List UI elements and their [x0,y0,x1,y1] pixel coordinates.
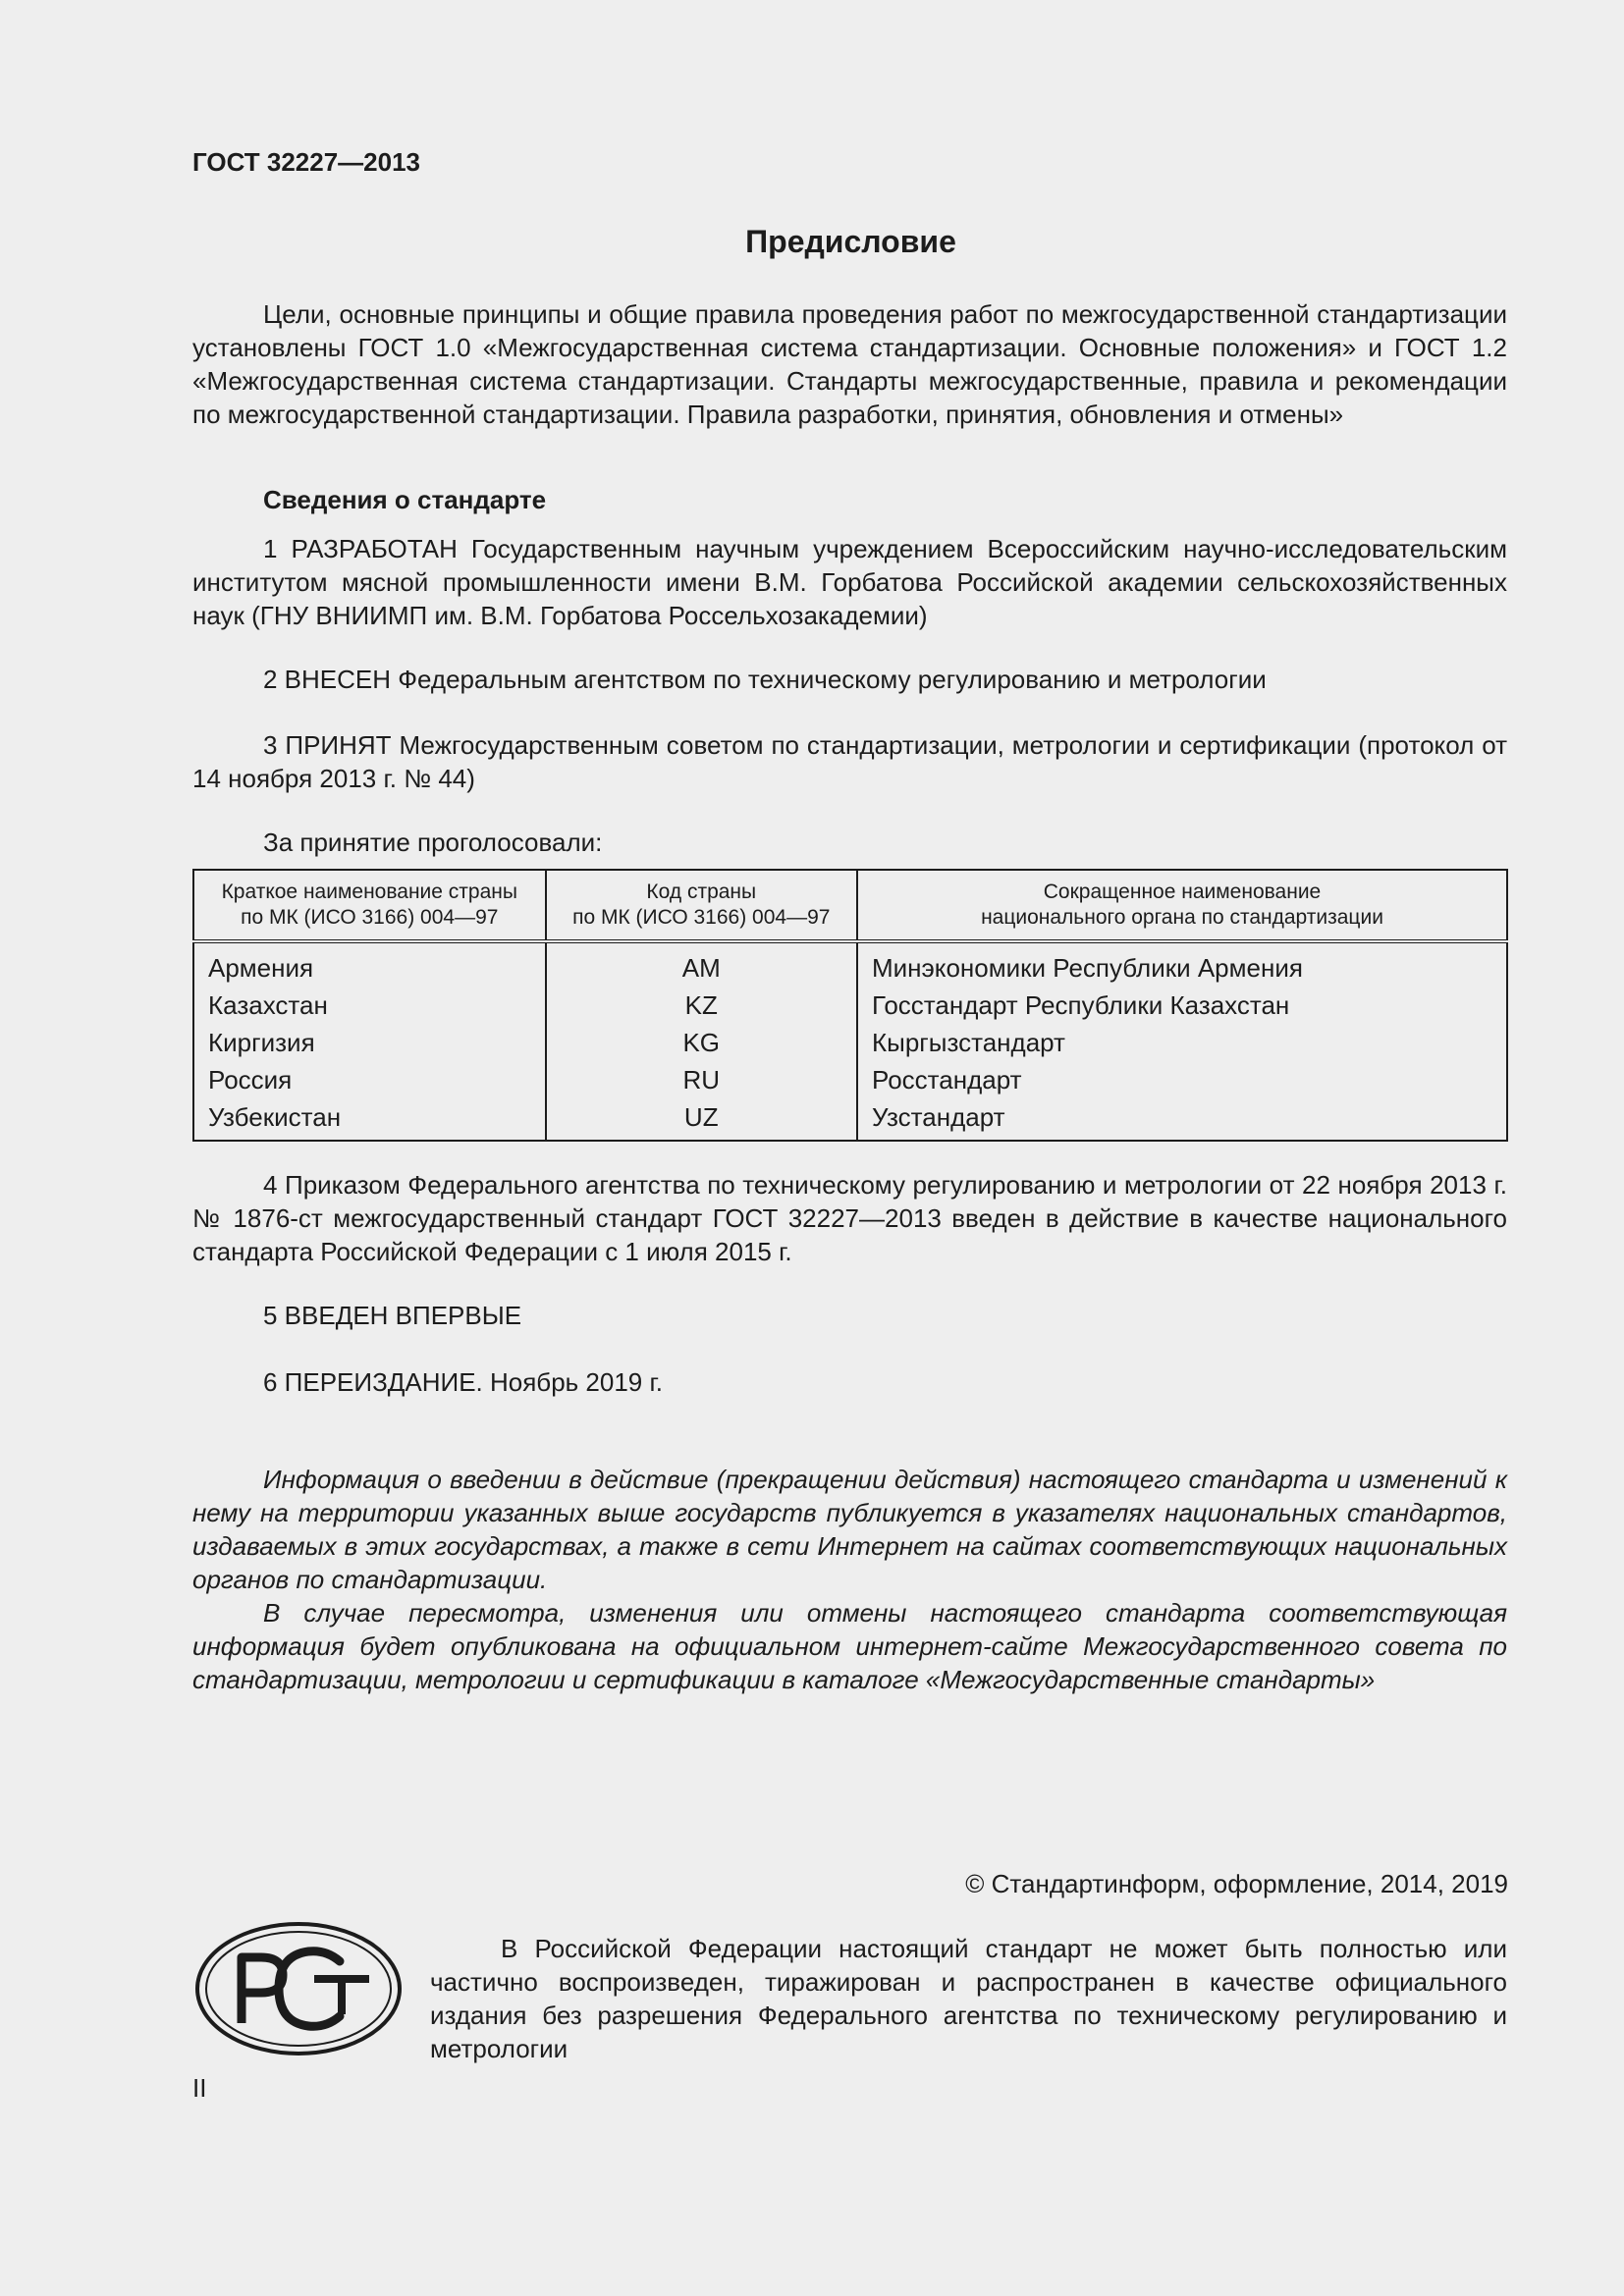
reproduction-notice: В Российской Федерации настоящий стандарт не может быть полностью или частично воспроизведен, тиражирован и распространен в качестве официального издания без разрешения Федерального агентства по техническому регулированию и метрологии [430,1934,1507,2063]
cell-body: Росстандарт [857,1061,1507,1098]
table-header-row [193,870,1507,941]
page-title: Предисловие [745,224,956,259]
header-line: Краткое наименование страны [221,881,517,903]
column-header-code [546,870,857,941]
header-line: по МК (ИСО 3166) 004—97 [572,906,831,929]
cell-body: Госстандарт Республики Казахстан [857,987,1507,1024]
cell-code: UZ [546,1098,857,1141]
item-adopted: 3 ПРИНЯТ Межгосударственным советом по стандартизации, метрологии и сертификации (протокол от 14 ноября 2013 г. № 44) [192,730,1507,793]
header-line: Сокращенное наименование [1043,881,1322,903]
cell-body: Кыргызстандарт [857,1024,1507,1061]
intro-paragraph: Цели, основные принципы и общие правила проведения работ по межгосударственной стандартизации установлены ГОСТ 1.0 «Межгосударственная система стандартизации. Основные положения» и ГОСТ 1.2 «Межгосударственная система стандартизации. Стандарты межгосударственные, правила и рекомендации по межгосударственной стандартизации. Правила разработки, принятия, обновления и отмены» [192,299,1507,429]
standard-info-heading: Сведения о стандарте [263,485,547,514]
item-introduced-by: 2 ВНЕСЕН Федеральным агентством по техническому регулированию и метрологии [263,665,1267,694]
document-number: ГОСТ 32227—2013 [192,147,420,177]
item-first-time: 5 ВВЕДЕН ВПЕРВЫЕ [263,1301,522,1330]
cell-country: Армения [193,941,546,987]
cell-code: KG [546,1024,857,1061]
column-header-body [857,870,1507,941]
cell-body: Минэкономики Республики Армения [857,941,1507,987]
copyright-line: © Стандартинформ, оформление, 2014, 2019 [965,1869,1508,1898]
header-line: Код страны [646,881,757,903]
table-row [193,941,1507,987]
cell-body: Узстандарт [857,1098,1507,1141]
cell-country: Казахстан [193,987,546,1024]
cell-country: Россия [193,1061,546,1098]
info-note-publication: Информация о введении в действие (прекращении действия) настоящего стандарта и изменений к нему на территории указанных выше государств публикуется в указателях национальных стандартов, издаваемых в этих государствах, а также в сети Интернет на сайтах соответствующих национальных органов по стандартизации. [192,1465,1507,1594]
voting-countries-table [192,869,1508,1142]
info-note-revision: В случае пересмотра, изменения или отмены настоящего стандарта соответствующая информация будет опубликована на официальном интернет-сайте Межгосударственного совета по стандартизации, метрологии и сертификации в каталоге «Межгосударственные стандарты» [192,1598,1507,1694]
header-line: национального органа по стандартизации [981,906,1383,929]
cell-code: AM [546,941,857,987]
table-row [193,1098,1507,1141]
voted-label: За принятие проголосовали: [263,828,603,857]
table-row [193,987,1507,1024]
table-row [193,1061,1507,1098]
item-developed: 1 РАЗРАБОТАН Государственным научным учреждением Всероссийским научно-исследовательским институтом мясной промышленности имени В.М. Горбатова Российской академии сельскохозяйственных наук (ГНУ ВНИИМП им. В.М. Горбатова Россельхозакадемии) [192,534,1507,630]
cell-country: Киргизия [193,1024,546,1061]
page-number: II [192,2073,207,2103]
header-line: по МК (ИСО 3166) 004—97 [241,906,499,929]
cell-code: RU [546,1061,857,1098]
rst-certification-mark-icon [192,1920,405,2057]
table-row [193,1024,1507,1061]
item-order: 4 Приказом Федерального агентства по техническому регулированию и метрологии от 22 ноября 2013 г. № 1876-ст межгосударственный стандарт ГОСТ 32227—2013 введен в действие в качестве национального стандарта Российской Федерации с 1 июля 2015 г. [192,1170,1507,1266]
cell-country: Узбекистан [193,1098,546,1141]
column-header-country [193,870,546,941]
item-reissue: 6 ПЕРЕИЗДАНИЕ. Ноябрь 2019 г. [263,1367,664,1397]
cell-code: KZ [546,987,857,1024]
